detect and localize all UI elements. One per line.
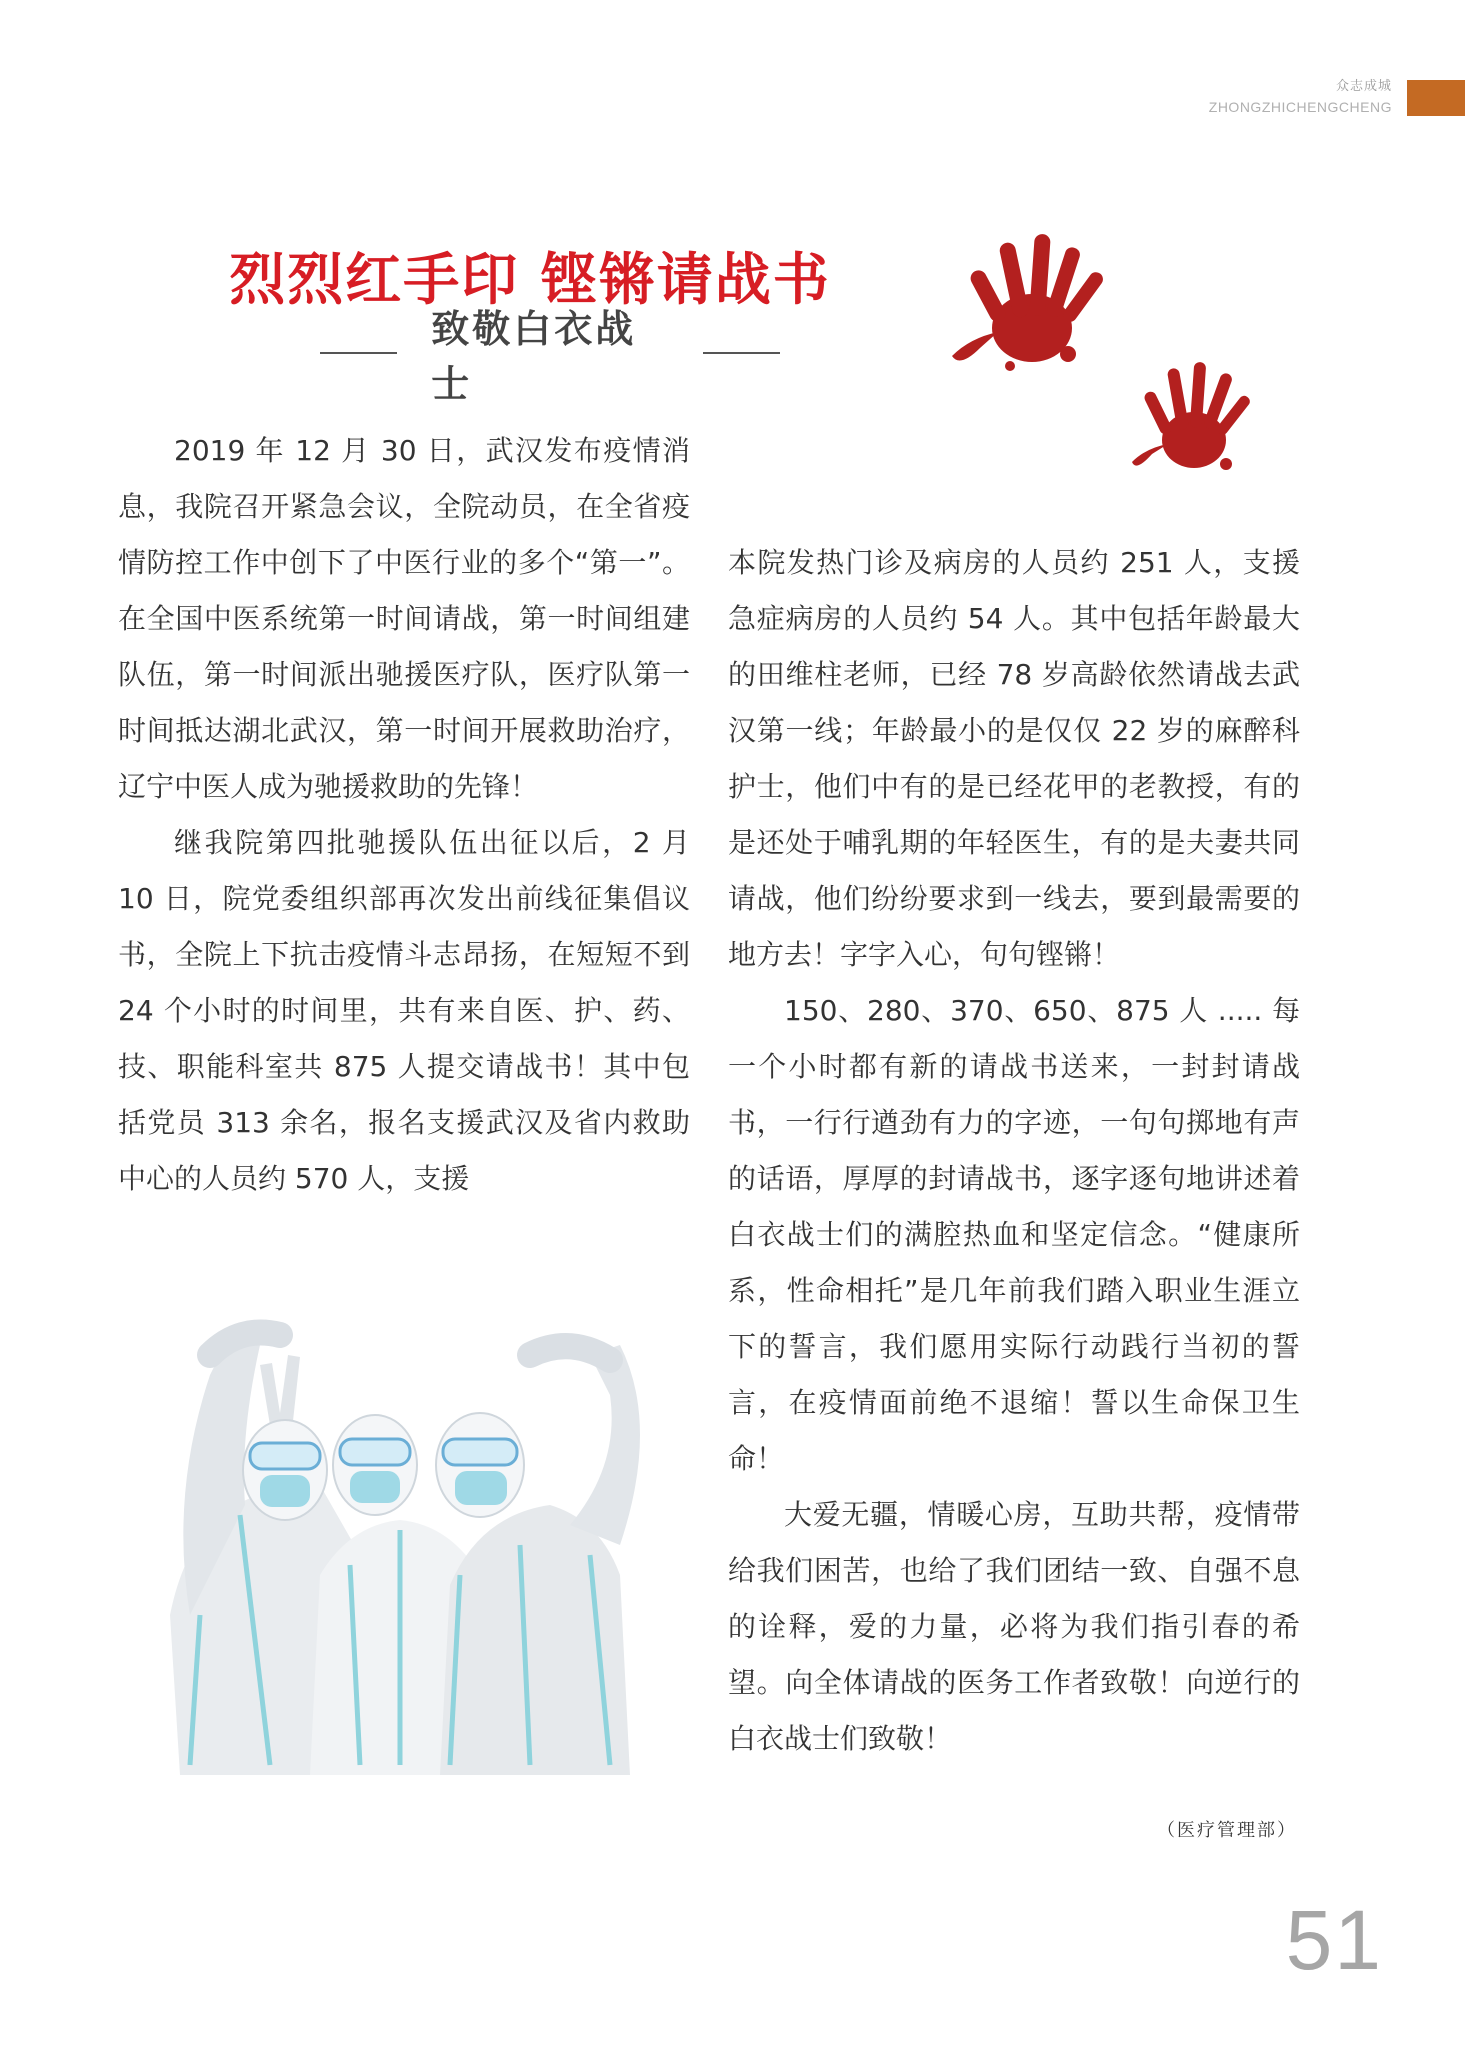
subtitle-dash-left [320,352,397,354]
subtitle-dash-right [703,352,780,354]
page-number: 51 [1285,1893,1383,1987]
article-paragraph: 2019 年 12 月 30 日，武汉发布疫情消息，我院召开紧急会议，全院动员，在全省疫情防控工作中创下了中医行业的多个“第一”。在全国中医系统第一时间请战，第一时间组建队伍，第一时间派出驰援医疗队，医疗队第一时间抵达湖北武汉，第一时间开展救助治疗，辽宁中医人成为驰援救助的先锋！ [118,434,690,803]
article-column-right [728,535,1300,1767]
article-paragraph: 本院发热门诊及病房的人员约 251 人，支援急症病房的人员约 54 人。其中包括年龄最大的田维柱老师，已经 78 岁高龄依然请战去武汉第一线；年龄最小的是仅仅 22 岁的麻醉科护士，他们中有的是已经花甲的老教授，有的是还处于哺乳期的年轻医生，有的是夫妻共同请战，他们纷纷要求到一线去，要到最需要的地方去！字字入心，句句铿锵！ [728,546,1300,971]
article-paragraph: 继我院第四批驰援队伍出征以后，2 月 10 日，院党委组织部再次发出前线征集倡议书，全院上下抗击疫情斗志昂扬，在短短不到 24 个小时的时间里，共有来自医、护、药、技、职能科室共 875 人提交请战书！其中包括党员 313 余名，报名支援武汉及省内救助中心的人员约 570 人，支援 [118,826,690,1195]
article-subtitle-text: 致敬白衣战士 [431,306,637,406]
article-title: 烈烈红手印 铿锵请战书 [229,247,831,313]
article-signature: （医疗管理部） [1157,1820,1297,1841]
article-column-left [118,423,690,1207]
header-section-title: 众志成城 [1335,79,1392,94]
red-handprint-icon [950,228,1115,376]
medical-workers-illustration [150,1315,670,1775]
article-subtitle [320,306,780,406]
red-handprint-icon [1130,356,1258,478]
header-accent-bar [1407,80,1465,116]
article-paragraph: 150、280、370、650、875 人 ..... 每一个小时都有新的请战书送来，一封封请战书，一行行遒劲有力的字迹，一句句掷地有声的话语，厚厚的封请战书，逐字逐句地讲述着白衣战士们的满腔热血和坚定信念。“健康所系，性命相托”是几年前我们踏入职业生涯立下的誓言，我们愿用实际行动践行当初的誓言，在疫情面前绝不退缩！誓以生命保卫生命！ [728,994,1300,1475]
article-paragraph: 大爱无疆，情暖心房，互助共帮，疫情带给我们困苦，也给了我们团结一致、自强不息的诠释，爱的力量，必将为我们指引春的希望。向全体请战的医务工作者致敬！向逆行的白衣战士们致敬！ [728,1498,1300,1755]
header-section-subtitle: ZHONGZHICHENGCHENG [1208,99,1392,115]
